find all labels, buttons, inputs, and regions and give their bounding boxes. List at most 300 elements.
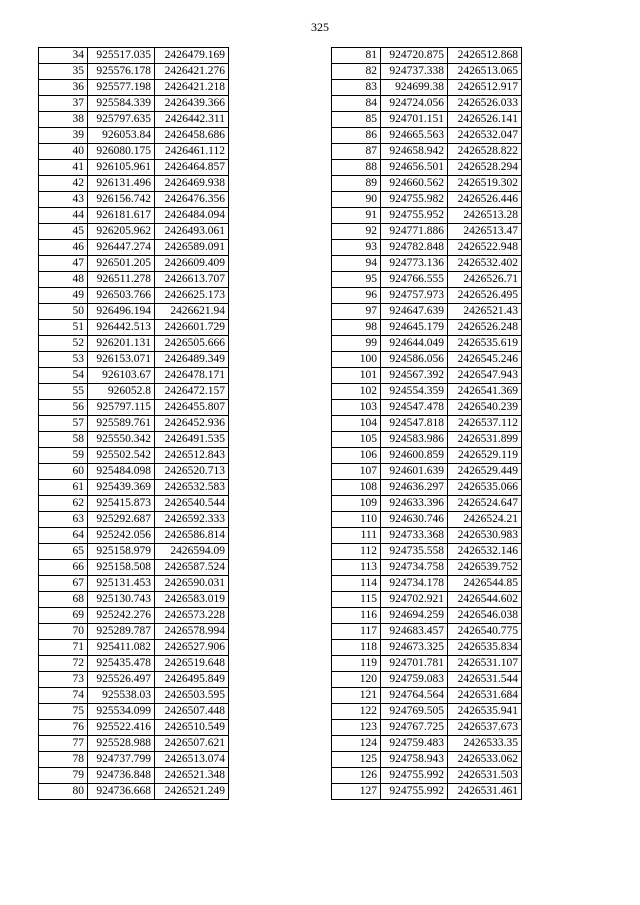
x-coordinate-cell: 924759.483 [381, 736, 448, 752]
table-row [332, 384, 522, 400]
y-coordinate-cell: 2426526.446 [448, 192, 522, 208]
y-coordinate-cell: 2426547.943 [448, 368, 522, 384]
y-coordinate-cell: 2426535.066 [448, 480, 522, 496]
x-coordinate-cell: 925158.508 [88, 560, 155, 576]
point-number-cell: 66 [39, 560, 88, 576]
point-number-cell: 100 [332, 352, 381, 368]
table-row [39, 352, 229, 368]
point-number-cell: 80 [39, 784, 88, 800]
x-coordinate-cell: 926201.131 [88, 336, 155, 352]
coordinates-table-right-body [332, 48, 522, 800]
x-coordinate-cell: 926503.766 [88, 288, 155, 304]
table-row [39, 192, 229, 208]
point-number-cell: 104 [332, 416, 381, 432]
table-row [332, 368, 522, 384]
x-coordinate-cell: 925550.342 [88, 432, 155, 448]
x-coordinate-cell: 925130.743 [88, 592, 155, 608]
table-row [39, 560, 229, 576]
point-number-cell: 111 [332, 528, 381, 544]
table-row [39, 768, 229, 784]
table-row [332, 528, 522, 544]
y-coordinate-cell: 2426472.157 [155, 384, 229, 400]
x-coordinate-cell: 924734.178 [381, 576, 448, 592]
y-coordinate-cell: 2426589.091 [155, 240, 229, 256]
point-number-cell: 75 [39, 704, 88, 720]
x-coordinate-cell: 925415.873 [88, 496, 155, 512]
x-coordinate-cell: 926496.194 [88, 304, 155, 320]
y-coordinate-cell: 2426503.595 [155, 688, 229, 704]
y-coordinate-cell: 2426532.583 [155, 480, 229, 496]
point-number-cell: 86 [332, 128, 381, 144]
y-coordinate-cell: 2426526.71 [448, 272, 522, 288]
point-number-cell: 39 [39, 128, 88, 144]
x-coordinate-cell: 924647.639 [381, 304, 448, 320]
y-coordinate-cell: 2426476.356 [155, 192, 229, 208]
y-coordinate-cell: 2426524.647 [448, 496, 522, 512]
y-coordinate-cell: 2426545.246 [448, 352, 522, 368]
y-coordinate-cell: 2426520.713 [155, 464, 229, 480]
point-number-cell: 67 [39, 576, 88, 592]
point-number-cell: 91 [332, 208, 381, 224]
table-row [39, 208, 229, 224]
table-row [39, 288, 229, 304]
y-coordinate-cell: 2426507.448 [155, 704, 229, 720]
x-coordinate-cell: 926153.071 [88, 352, 155, 368]
x-coordinate-cell: 925242.056 [88, 528, 155, 544]
y-coordinate-cell: 2426526.495 [448, 288, 522, 304]
x-coordinate-cell: 924699.38 [381, 80, 448, 96]
point-number-cell: 89 [332, 176, 381, 192]
y-coordinate-cell: 2426526.248 [448, 320, 522, 336]
y-coordinate-cell: 2426537.112 [448, 416, 522, 432]
table-row [39, 256, 229, 272]
table-row [332, 736, 522, 752]
point-number-cell: 47 [39, 256, 88, 272]
table-row [332, 720, 522, 736]
point-number-cell: 68 [39, 592, 88, 608]
point-number-cell: 36 [39, 80, 88, 96]
x-coordinate-cell: 924633.396 [381, 496, 448, 512]
point-number-cell: 88 [332, 160, 381, 176]
table-row [39, 432, 229, 448]
table-row [332, 400, 522, 416]
y-coordinate-cell: 2426519.648 [155, 656, 229, 672]
point-number-cell: 45 [39, 224, 88, 240]
table-row [39, 608, 229, 624]
x-coordinate-cell: 924701.781 [381, 656, 448, 672]
x-coordinate-cell: 925534.099 [88, 704, 155, 720]
x-coordinate-cell: 926052.8 [88, 384, 155, 400]
y-coordinate-cell: 2426573.228 [155, 608, 229, 624]
x-coordinate-cell: 926511.278 [88, 272, 155, 288]
y-coordinate-cell: 2426458.686 [155, 128, 229, 144]
y-coordinate-cell: 2426625.173 [155, 288, 229, 304]
coordinates-table-left [38, 47, 229, 800]
table-row [332, 464, 522, 480]
point-number-cell: 112 [332, 544, 381, 560]
x-coordinate-cell: 924737.338 [381, 64, 448, 80]
y-coordinate-cell: 2426535.834 [448, 640, 522, 656]
table-row [39, 176, 229, 192]
x-coordinate-cell: 925435.478 [88, 656, 155, 672]
x-coordinate-cell: 925292.687 [88, 512, 155, 528]
x-coordinate-cell: 924600.859 [381, 448, 448, 464]
y-coordinate-cell: 2426528.294 [448, 160, 522, 176]
y-coordinate-cell: 2426540.239 [448, 400, 522, 416]
x-coordinate-cell: 924586.056 [381, 352, 448, 368]
y-coordinate-cell: 2426594.09 [155, 544, 229, 560]
y-coordinate-cell: 2426507.621 [155, 736, 229, 752]
y-coordinate-cell: 2426510.549 [155, 720, 229, 736]
table-row [39, 640, 229, 656]
table-row [39, 272, 229, 288]
table-row [332, 448, 522, 464]
y-coordinate-cell: 2426544.85 [448, 576, 522, 592]
table-row [332, 144, 522, 160]
y-coordinate-cell: 2426513.074 [155, 752, 229, 768]
point-number-cell: 110 [332, 512, 381, 528]
y-coordinate-cell: 2426513.28 [448, 208, 522, 224]
table-row [39, 544, 229, 560]
point-number-cell: 57 [39, 416, 88, 432]
y-coordinate-cell: 2426512.843 [155, 448, 229, 464]
x-coordinate-cell: 924636.297 [381, 480, 448, 496]
x-coordinate-cell: 924724.056 [381, 96, 448, 112]
y-coordinate-cell: 2426529.119 [448, 448, 522, 464]
point-number-cell: 44 [39, 208, 88, 224]
y-coordinate-cell: 2426601.729 [155, 320, 229, 336]
x-coordinate-cell: 924736.668 [88, 784, 155, 800]
table-row [332, 96, 522, 112]
y-coordinate-cell: 2426530.983 [448, 528, 522, 544]
table-row [39, 720, 229, 736]
y-coordinate-cell: 2426531.107 [448, 656, 522, 672]
point-number-cell: 35 [39, 64, 88, 80]
table-row [39, 752, 229, 768]
x-coordinate-cell: 924755.992 [381, 768, 448, 784]
x-coordinate-cell: 924734.758 [381, 560, 448, 576]
table-row [39, 240, 229, 256]
table-row [332, 288, 522, 304]
point-number-cell: 38 [39, 112, 88, 128]
point-number-cell: 122 [332, 704, 381, 720]
point-number-cell: 42 [39, 176, 88, 192]
point-number-cell: 34 [39, 48, 88, 64]
x-coordinate-cell: 925538.03 [88, 688, 155, 704]
x-coordinate-cell: 924694.259 [381, 608, 448, 624]
table-row [332, 784, 522, 800]
table-row [39, 400, 229, 416]
y-coordinate-cell: 2426587.524 [155, 560, 229, 576]
y-coordinate-cell: 2426479.169 [155, 48, 229, 64]
y-coordinate-cell: 2426526.033 [448, 96, 522, 112]
y-coordinate-cell: 2426493.061 [155, 224, 229, 240]
table-row [39, 784, 229, 800]
point-number-cell: 85 [332, 112, 381, 128]
table-row [39, 480, 229, 496]
x-coordinate-cell: 924766.555 [381, 272, 448, 288]
x-coordinate-cell: 924683.457 [381, 624, 448, 640]
table-row [332, 656, 522, 672]
table-row [332, 176, 522, 192]
x-coordinate-cell: 924583.986 [381, 432, 448, 448]
y-coordinate-cell: 2426522.948 [448, 240, 522, 256]
table-row [332, 64, 522, 80]
point-number-cell: 81 [332, 48, 381, 64]
y-coordinate-cell: 2426531.503 [448, 768, 522, 784]
y-coordinate-cell: 2426469.938 [155, 176, 229, 192]
y-coordinate-cell: 2426540.544 [155, 496, 229, 512]
x-coordinate-cell: 926447.274 [88, 240, 155, 256]
point-number-cell: 94 [332, 256, 381, 272]
table-row [332, 624, 522, 640]
table-row [39, 80, 229, 96]
table-row [332, 496, 522, 512]
x-coordinate-cell: 924554.359 [381, 384, 448, 400]
point-number-cell: 82 [332, 64, 381, 80]
y-coordinate-cell: 2426539.752 [448, 560, 522, 576]
y-coordinate-cell: 2426455.807 [155, 400, 229, 416]
point-number-cell: 120 [332, 672, 381, 688]
point-number-cell: 74 [39, 688, 88, 704]
point-number-cell: 59 [39, 448, 88, 464]
y-coordinate-cell: 2426546.038 [448, 608, 522, 624]
point-number-cell: 55 [39, 384, 88, 400]
y-coordinate-cell: 2426541.369 [448, 384, 522, 400]
y-coordinate-cell: 2426452.936 [155, 416, 229, 432]
table-row [332, 544, 522, 560]
point-number-cell: 63 [39, 512, 88, 528]
point-number-cell: 87 [332, 144, 381, 160]
point-number-cell: 61 [39, 480, 88, 496]
table-row [39, 224, 229, 240]
point-number-cell: 116 [332, 608, 381, 624]
y-coordinate-cell: 2426505.666 [155, 336, 229, 352]
x-coordinate-cell: 924782.848 [381, 240, 448, 256]
table-row [332, 352, 522, 368]
point-number-cell: 119 [332, 656, 381, 672]
x-coordinate-cell: 926103.67 [88, 368, 155, 384]
x-coordinate-cell: 925522.416 [88, 720, 155, 736]
y-coordinate-cell: 2426489.349 [155, 352, 229, 368]
x-coordinate-cell: 924759.083 [381, 672, 448, 688]
point-number-cell: 54 [39, 368, 88, 384]
x-coordinate-cell: 924702.921 [381, 592, 448, 608]
point-number-cell: 51 [39, 320, 88, 336]
point-number-cell: 99 [332, 336, 381, 352]
x-coordinate-cell: 924644.049 [381, 336, 448, 352]
table-row [39, 336, 229, 352]
y-coordinate-cell: 2426533.062 [448, 752, 522, 768]
y-coordinate-cell: 2426513.065 [448, 64, 522, 80]
y-coordinate-cell: 2426609.409 [155, 256, 229, 272]
x-coordinate-cell: 926053.84 [88, 128, 155, 144]
table-row [332, 112, 522, 128]
point-number-cell: 84 [332, 96, 381, 112]
point-number-cell: 126 [332, 768, 381, 784]
x-coordinate-cell: 924771.886 [381, 224, 448, 240]
x-coordinate-cell: 925797.635 [88, 112, 155, 128]
y-coordinate-cell: 2426512.868 [448, 48, 522, 64]
x-coordinate-cell: 925576.178 [88, 64, 155, 80]
table-row [39, 512, 229, 528]
table-row [332, 640, 522, 656]
point-number-cell: 46 [39, 240, 88, 256]
coordinates-table-left-body [39, 48, 229, 800]
point-number-cell: 102 [332, 384, 381, 400]
y-coordinate-cell: 2426524.21 [448, 512, 522, 528]
x-coordinate-cell: 925242.276 [88, 608, 155, 624]
y-coordinate-cell: 2426613.707 [155, 272, 229, 288]
table-row [332, 80, 522, 96]
y-coordinate-cell: 2426439.366 [155, 96, 229, 112]
point-number-cell: 78 [39, 752, 88, 768]
point-number-cell: 48 [39, 272, 88, 288]
y-coordinate-cell: 2426464.857 [155, 160, 229, 176]
x-coordinate-cell: 926080.175 [88, 144, 155, 160]
table-row [332, 160, 522, 176]
point-number-cell: 96 [332, 288, 381, 304]
x-coordinate-cell: 924656.501 [381, 160, 448, 176]
x-coordinate-cell: 925589.761 [88, 416, 155, 432]
x-coordinate-cell: 925517.035 [88, 48, 155, 64]
y-coordinate-cell: 2426491.535 [155, 432, 229, 448]
x-coordinate-cell: 926205.962 [88, 224, 155, 240]
y-coordinate-cell: 2426592.333 [155, 512, 229, 528]
point-number-cell: 83 [332, 80, 381, 96]
point-number-cell: 49 [39, 288, 88, 304]
coordinates-table-right [331, 47, 522, 800]
x-coordinate-cell: 924773.136 [381, 256, 448, 272]
table-row [332, 416, 522, 432]
point-number-cell: 90 [332, 192, 381, 208]
x-coordinate-cell: 925289.787 [88, 624, 155, 640]
point-number-cell: 62 [39, 496, 88, 512]
point-number-cell: 93 [332, 240, 381, 256]
x-coordinate-cell: 925131.453 [88, 576, 155, 592]
y-coordinate-cell: 2426421.218 [155, 80, 229, 96]
table-row [39, 528, 229, 544]
x-coordinate-cell: 925526.497 [88, 672, 155, 688]
point-number-cell: 106 [332, 448, 381, 464]
point-number-cell: 97 [332, 304, 381, 320]
x-coordinate-cell: 924755.982 [381, 192, 448, 208]
x-coordinate-cell: 924757.973 [381, 288, 448, 304]
y-coordinate-cell: 2426521.43 [448, 304, 522, 320]
y-coordinate-cell: 2426535.941 [448, 704, 522, 720]
x-coordinate-cell: 924673.325 [381, 640, 448, 656]
table-row [39, 672, 229, 688]
point-number-cell: 58 [39, 432, 88, 448]
x-coordinate-cell: 924735.558 [381, 544, 448, 560]
y-coordinate-cell: 2426495.849 [155, 672, 229, 688]
y-coordinate-cell: 2426532.402 [448, 256, 522, 272]
x-coordinate-cell: 924660.562 [381, 176, 448, 192]
table-row [332, 608, 522, 624]
table-row [332, 560, 522, 576]
x-coordinate-cell: 925411.082 [88, 640, 155, 656]
point-number-cell: 105 [332, 432, 381, 448]
point-number-cell: 41 [39, 160, 88, 176]
table-row [39, 48, 229, 64]
point-number-cell: 98 [332, 320, 381, 336]
table-row [39, 448, 229, 464]
x-coordinate-cell: 924764.564 [381, 688, 448, 704]
y-coordinate-cell: 2426421.276 [155, 64, 229, 80]
point-number-cell: 71 [39, 640, 88, 656]
y-coordinate-cell: 2426513.47 [448, 224, 522, 240]
table-row [332, 768, 522, 784]
y-coordinate-cell: 2426526.141 [448, 112, 522, 128]
point-number-cell: 125 [332, 752, 381, 768]
x-coordinate-cell: 924665.563 [381, 128, 448, 144]
point-number-cell: 117 [332, 624, 381, 640]
x-coordinate-cell: 925158.979 [88, 544, 155, 560]
y-coordinate-cell: 2426512.917 [448, 80, 522, 96]
y-coordinate-cell: 2426583.019 [155, 592, 229, 608]
table-row [332, 304, 522, 320]
x-coordinate-cell: 924769.505 [381, 704, 448, 720]
table-row [332, 192, 522, 208]
x-coordinate-cell: 924736.848 [88, 768, 155, 784]
point-number-cell: 92 [332, 224, 381, 240]
point-number-cell: 124 [332, 736, 381, 752]
x-coordinate-cell: 926181.617 [88, 208, 155, 224]
table-row [39, 128, 229, 144]
point-number-cell: 121 [332, 688, 381, 704]
table-row [332, 512, 522, 528]
y-coordinate-cell: 2426442.311 [155, 112, 229, 128]
y-coordinate-cell: 2426590.031 [155, 576, 229, 592]
y-coordinate-cell: 2426540.775 [448, 624, 522, 640]
table-row [39, 592, 229, 608]
x-coordinate-cell: 924547.818 [381, 416, 448, 432]
x-coordinate-cell: 924720.875 [381, 48, 448, 64]
point-number-cell: 72 [39, 656, 88, 672]
x-coordinate-cell: 924658.942 [381, 144, 448, 160]
y-coordinate-cell: 2426461.112 [155, 144, 229, 160]
point-number-cell: 76 [39, 720, 88, 736]
x-coordinate-cell: 925502.542 [88, 448, 155, 464]
x-coordinate-cell: 924733.368 [381, 528, 448, 544]
point-number-cell: 77 [39, 736, 88, 752]
x-coordinate-cell: 924737.799 [88, 752, 155, 768]
table-row [332, 576, 522, 592]
point-number-cell: 70 [39, 624, 88, 640]
point-number-cell: 60 [39, 464, 88, 480]
y-coordinate-cell: 2426586.814 [155, 528, 229, 544]
point-number-cell: 53 [39, 352, 88, 368]
point-number-cell: 79 [39, 768, 88, 784]
x-coordinate-cell: 924701.151 [381, 112, 448, 128]
table-row [39, 464, 229, 480]
x-coordinate-cell: 925797.115 [88, 400, 155, 416]
point-number-cell: 37 [39, 96, 88, 112]
y-coordinate-cell: 2426531.461 [448, 784, 522, 800]
table-row [39, 688, 229, 704]
table-row [39, 112, 229, 128]
table-row [332, 688, 522, 704]
y-coordinate-cell: 2426531.544 [448, 672, 522, 688]
point-number-cell: 101 [332, 368, 381, 384]
x-coordinate-cell: 925484.098 [88, 464, 155, 480]
page-number: 325 [311, 20, 329, 34]
table-row [39, 496, 229, 512]
table-row [39, 736, 229, 752]
point-number-cell: 108 [332, 480, 381, 496]
table-row [332, 336, 522, 352]
table-row [39, 160, 229, 176]
